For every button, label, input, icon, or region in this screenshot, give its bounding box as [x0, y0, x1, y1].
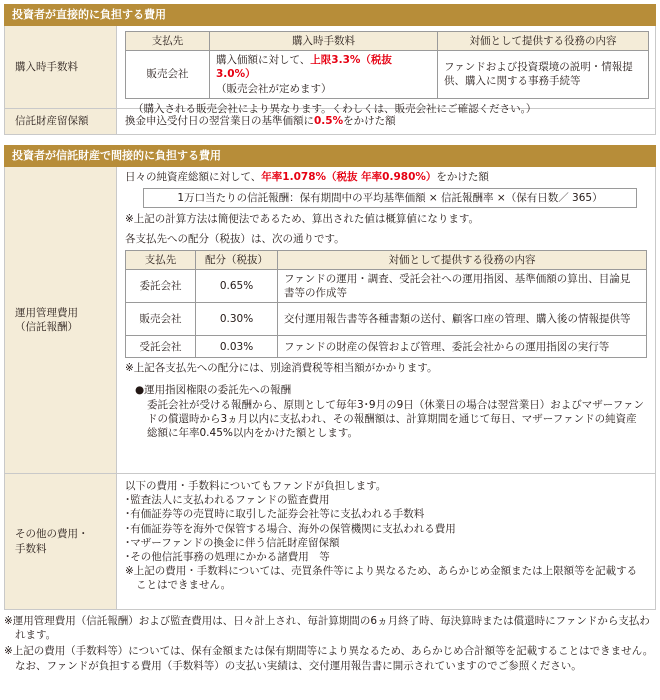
other-fees-label: [5, 474, 117, 609]
purchase-fee-rate-cap: 上限3.3%（税抜 3.0%）: [216, 54, 392, 81]
other-fees-row: [5, 473, 655, 609]
allocation-table: [125, 250, 647, 359]
other-fees-label-main: その他の費用・: [15, 528, 89, 541]
list-item: ･有価証券等を海外で保管する場合、海外の保管機関に支払われる費用: [125, 522, 456, 535]
trust-reserve-content: [117, 109, 655, 134]
purchase-fee-rate-suffix: （販売会社が定めます）: [216, 82, 332, 95]
other-fees-content: [117, 474, 655, 609]
trust-reserve-prefix: 換金申込受付日の翌営業日の基準価額に: [125, 115, 314, 128]
list-item: ･その他信託事務の処理にかかる諸費用 等: [125, 550, 330, 563]
management-fee-row: [5, 167, 655, 473]
alloc-service: ファンドの運用・調査、受託会社への運用指図、基準価額の算出、目論見書等の作成等: [278, 269, 647, 302]
purchase-fee-service: ファンドおよび投資環境の説明・情報提供、購入に関する事務手続等: [438, 51, 649, 99]
alloc-payee: 販売会社: [126, 303, 196, 336]
col-header-payee: 支払先: [126, 32, 210, 51]
calc-note: ※上記の計算方法は簡便法であるため、算出された値は概算値になります。: [125, 213, 480, 226]
formula-box: 1万口当たりの信託報酬：保有期間中の平均基準価額 × 信託報酬率 ×（保有日数／ 365）: [143, 188, 637, 208]
purchase-fee-content: [117, 26, 655, 115]
delegate-text: 委託会社が受ける報酬から、原則として毎年3･9月の9日（休業日の場合は翌営業日）およびマザーファンドの償還時から3ヵ月以内に支払われ、その報酬額は、計算期間を通じて毎日、マザーファンドの純資産総額に年率0.45%以内をかけた額とします。: [147, 398, 645, 439]
tax-note: ※上記各支払先への配分には、別途消費税等相当額がかかります。: [125, 362, 438, 375]
trust-reserve-label: 信託財産留保額: [5, 109, 117, 134]
trust-reserve-rate: 0.5%: [314, 115, 344, 128]
alloc-service: 交付運用報告書等各種書類の送付、顧客口座の管理、購入後の情報提供等: [278, 303, 647, 336]
purchase-fee-rate: [210, 51, 438, 99]
purchase-fee-label: 購入時手数料: [5, 26, 117, 108]
direct-cost-heading: 投資者が直接的に負担する費用: [4, 4, 656, 26]
direct-cost-section: [4, 26, 656, 135]
alloc-header-payee: 支払先: [126, 250, 196, 269]
trust-reserve-suffix: をかけた額: [343, 115, 396, 128]
purchase-fee-payee: 販売会社: [126, 51, 210, 99]
footnote: ※上記の費用（手数料等）については、保有金額または保有期間等により異なるため、あらかじめ合計額等を記載することはできません。なお、ファンドが負担する費用（手数料等）の支払い実績は、交付運用報告書に開示されていますのでご参照ください。: [4, 645, 654, 672]
management-fee-intro: [125, 170, 647, 184]
indirect-cost-section: [4, 167, 656, 610]
management-fee-label-sub: （信託報酬）: [15, 321, 78, 333]
alloc-rate: 0.30%: [196, 303, 278, 336]
col-header-fee: 購入時手数料: [210, 32, 438, 51]
purchase-fee-rate-prefix: 購入価額に対して、: [216, 54, 311, 67]
trust-reserve-row: [5, 108, 655, 134]
alloc-header-rate: 配分（税抜）: [196, 250, 278, 269]
footnotes: [4, 614, 656, 673]
footnote: ※運用管理費用（信託報酬）および監査費用は、日々計上され、毎計算期間の6ヵ月終了時、毎決算時または償還時にファンドから支払われます。: [4, 615, 650, 642]
other-fees-intro: 以下の費用・手数料についてもファンドが負担します。: [125, 480, 387, 492]
management-fee-label-main: 運用管理費用: [15, 306, 78, 319]
alloc-payee: 委託会社: [126, 269, 196, 302]
table-row: [126, 303, 647, 336]
other-fees-note: ※上記の費用・手数料については、売買条件等により異なるため、あらかじめ金額または上限額等を記載することはできません。: [125, 565, 638, 592]
purchase-fee-table: [125, 31, 649, 99]
list-item: ･有価証券等の売買時に取引した証券会社等に支払われる手数料: [125, 508, 425, 521]
indirect-cost-heading: 投資者が信託財産で間接的に負担する費用: [4, 145, 656, 167]
alloc-service: ファンドの財産の保管および管理、委託会社からの運用指図の実行等: [278, 336, 647, 358]
alloc-payee: 受託会社: [126, 336, 196, 358]
col-header-service: 対価として提供する役務の内容: [438, 32, 649, 51]
fee-document: [4, 4, 656, 675]
table-row: [126, 269, 647, 302]
management-fee-content: [117, 167, 655, 473]
management-fee-intro-prefix: 日々の純資産総額に対して、: [125, 171, 262, 183]
management-fee-label: [5, 167, 117, 473]
alloc-rate: 0.03%: [196, 336, 278, 358]
alloc-header-service: 対価として提供する役務の内容: [278, 250, 647, 269]
list-item: ･監査法人に支払われるファンドの監査費用: [125, 494, 330, 507]
other-fees-label-sub: 手数料: [15, 542, 47, 555]
table-row: [126, 336, 647, 358]
management-fee-intro-suffix: をかけた額: [436, 171, 489, 183]
allocation-intro: 各支払先への配分（税抜）は、次の通りです。: [125, 232, 345, 245]
purchase-fee-row: [5, 26, 655, 115]
management-fee-annual-rate: 年率1.078%（税抜 年率0.980%）: [261, 171, 437, 183]
delegate-heading: ●運用指図権限の委託先への報酬: [135, 384, 292, 397]
alloc-rate: 0.65%: [196, 269, 278, 302]
purchase-fee-note: （購入される販売会社により異なります。くわしくは、販売会社にご確認ください。）: [133, 102, 537, 115]
list-item: ･マザーファンドの換金に伴う信託財産留保額: [125, 536, 340, 549]
